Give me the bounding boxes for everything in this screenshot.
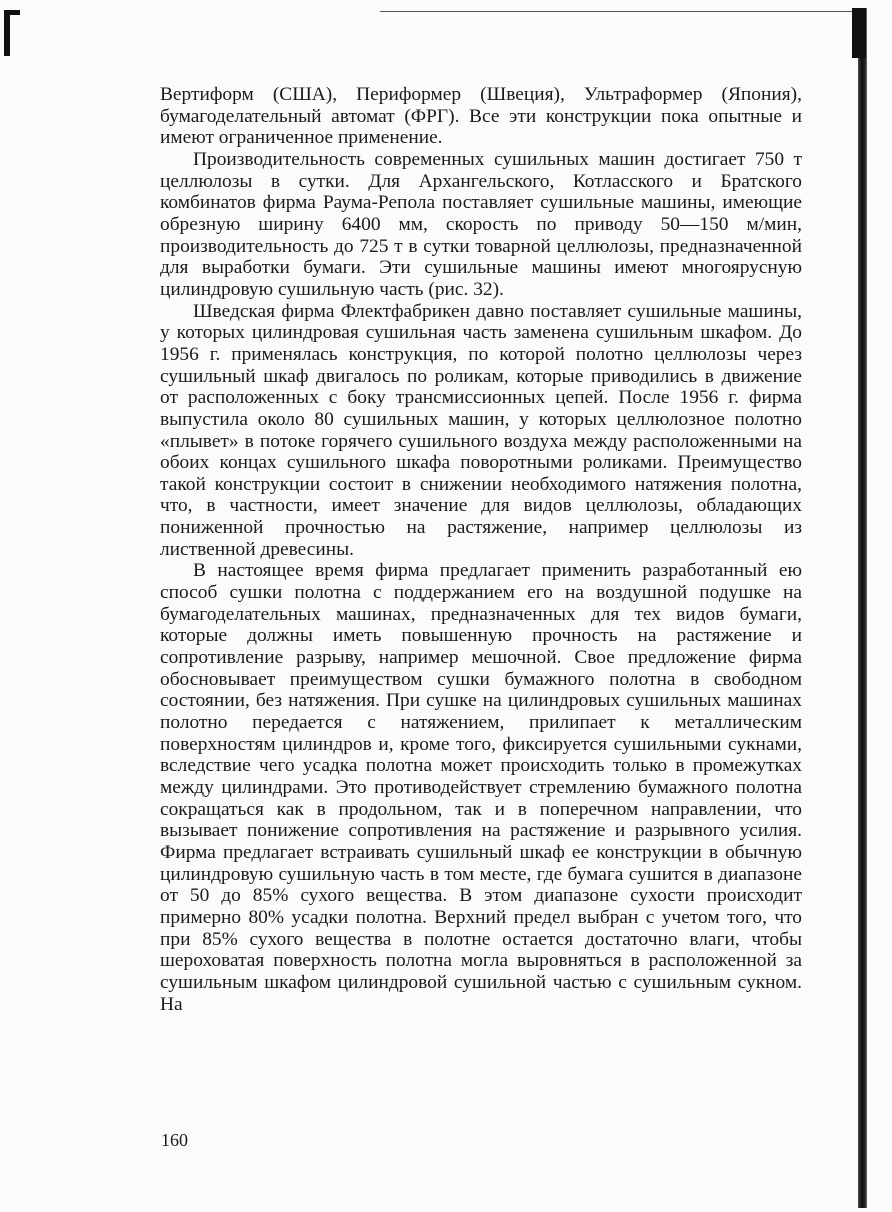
paragraph-3: Шведская фирма Флектфабрикен давно поставляет сушильные машины, у которых цилиндровая сушильная часть заменена сушильным шкафом. До 1956 г. применялась конструкция, по которой полотно целлюлозы через сушильный шкаф двигалось по роликам, которые приводились в движение от расположенных с боку трансмиссионных цепей. После 1956 г. фирма выпустила около 80 сушильных машин, у которых целлюлозное полотно «плывет» в потоке горячего сушильного воздуха между расположенными на обоих концах сушильного шкафа поворотными роликами. Преимущество такой конструкции состоит в снижении необходимого натяжения полотна, что, в частности, имеет значение для видов целлюлозы, обладающих пониженной прочностью на растяжение, например целлюлозы из лиственной древесины.	[160, 300, 802, 560]
scan-corner-mark-horizontal	[4, 10, 20, 15]
scan-right-edge-shadow-top	[852, 8, 866, 58]
paragraph-4: В настоящее время фирма предлагает применить разработанный ею способ сушки полотна с поддержанием его на воздушной подушке на бумагоделательных машинах, предназначенных для тех видов бумаги, которые должны иметь повышенную прочность на растяжение и сопротивление разрыву, например мешочной. Свое предложение фирма обосновывает преимуществом сушки бумажного полотна в свободном состоянии, без натяжения. При сушке на цилиндровых сушильных машинах полотно передается с натяжением, прилипает к металлическим поверхностям цилиндров и, кроме того, фиксируется сушильными сукнами, вследствие чего усадка полотна может происходить только в промежутках между цилиндрами. Это противодействует стремлению бумажного полотна сокращаться как в продольном, так и в поперечном направлении, что вызывает понижение сопротивления на растяжение и разрывного усилия. Фирма предлагает встраивать сушильный шкаф ее конструкции в обычную цилиндровую сушильную часть в том месте, где бумага сушится в диапазоне от 50 до 85% сухого вещества. В этом диапазоне сухости происходит примерно 80% усадки полотна. Верхний предел выбран с учетом того, что при 85% сухого вещества в полотне остается достаточно влаги, чтобы шероховатая поверхность полотна могла выровняться в расположенной за сушильным шкафом цилиндровой сушильной частью с сушильным сукном. На	[160, 560, 802, 1015]
scan-right-edge-shadow	[858, 8, 867, 1208]
page-number: 160	[161, 1130, 188, 1150]
scan-corner-mark	[4, 10, 10, 56]
scan-top-edge-line	[380, 11, 860, 12]
paragraph-2: Производительность современных сушильных машин достигает 750 т целлюлозы в сутки. Для Архангельского, Котласского и Братского комбинатов фирма Раума-Репола поставляет сушильные машины, имеющие обрезную ширину 6400 мм, скорость по приводу 50—150 м/мин, производительность до 725 т в сутки товарной целлюлозы, предназначенной для выработки бумаги. Эти сушильные машины имеют многоярусную цилиндровую сушильную часть (рис. 32).	[160, 148, 802, 300]
paragraph-1: Вертиформ (США), Периформер (Швеция), Ультраформер (Япония), бумагоделательный автомат (ФРГ). Все эти конструкции пока опытные и имеют ограниченное применение.	[160, 84, 802, 149]
page-body-text	[160, 84, 802, 1015]
